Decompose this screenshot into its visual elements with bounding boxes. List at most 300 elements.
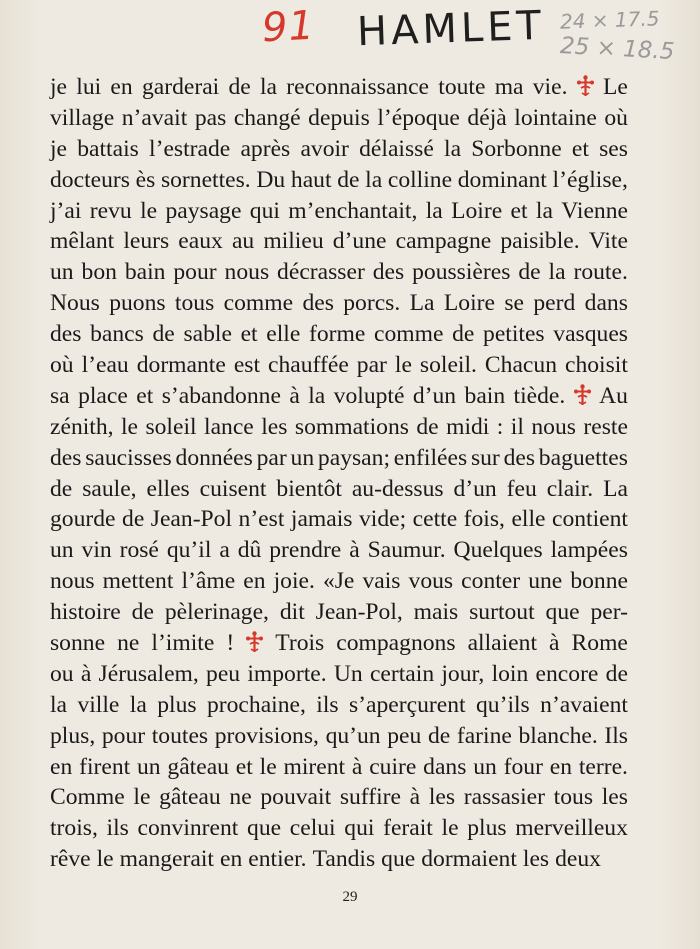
word: je <box>50 74 68 100</box>
text-line <box>50 350 628 381</box>
word: et <box>235 753 253 780</box>
word: sornettes. <box>160 166 251 193</box>
word: s’aperçurent <box>349 691 466 718</box>
word: loin <box>491 660 529 687</box>
text-line <box>50 752 628 783</box>
word: ou <box>50 660 74 687</box>
word: pouvait <box>260 784 332 811</box>
word: ès <box>135 166 156 193</box>
word: bonne <box>570 568 628 595</box>
text-line <box>50 721 628 752</box>
word: prendre <box>269 537 342 564</box>
word: rosé <box>119 537 159 564</box>
word: certain <box>369 660 435 687</box>
text-line <box>50 134 628 165</box>
word: per- <box>590 599 628 626</box>
word: garderai <box>141 74 220 100</box>
word: en <box>219 846 243 873</box>
word: la <box>308 382 326 409</box>
word: au-dessus <box>351 475 444 502</box>
word: volupté <box>333 382 405 409</box>
word: lance <box>204 413 254 440</box>
word: ils <box>316 691 339 718</box>
word: Au <box>599 382 628 409</box>
word: peu <box>206 660 241 687</box>
word: baguettes <box>538 444 628 471</box>
word: ma <box>494 74 524 100</box>
word: à <box>349 537 360 564</box>
word: nous <box>224 259 270 286</box>
text-line <box>50 566 628 597</box>
word: saule, <box>82 475 137 502</box>
word: Saumur. <box>367 537 446 564</box>
word: comme <box>373 321 444 348</box>
text-line <box>50 165 628 196</box>
word: ferait <box>383 815 433 842</box>
word: pour <box>173 259 217 286</box>
word: le <box>120 413 139 440</box>
word: la <box>425 197 443 224</box>
word: forme <box>308 321 366 348</box>
word: où <box>50 352 74 379</box>
word: délaissé <box>359 135 434 162</box>
word: histoire <box>50 599 121 626</box>
word: n’avaient <box>540 691 628 718</box>
word: Du <box>256 166 286 193</box>
word: les <box>261 413 288 440</box>
word: d’un <box>453 475 497 502</box>
word: La <box>409 290 435 317</box>
word: l’imite <box>151 630 215 657</box>
word: dû <box>237 537 262 564</box>
text-line <box>50 474 628 505</box>
word: convinrent <box>137 815 239 842</box>
word: par <box>356 352 387 379</box>
word: par <box>256 444 287 471</box>
word: après <box>240 135 291 162</box>
word: nous <box>50 568 95 595</box>
text-line <box>50 381 628 412</box>
word: Comme <box>50 784 125 811</box>
word: les <box>428 784 456 811</box>
word: le <box>394 352 412 379</box>
word: de <box>518 259 541 286</box>
word: qui <box>344 815 375 842</box>
text-line <box>50 257 628 288</box>
word: à <box>549 630 560 657</box>
word: de <box>50 475 73 502</box>
word: des <box>503 444 536 471</box>
word: vasques <box>553 321 628 348</box>
word: sommations <box>294 413 409 440</box>
word: fois, <box>463 506 505 533</box>
text-line <box>50 103 628 134</box>
word: mettent <box>102 568 174 595</box>
word: bancs <box>90 321 144 348</box>
word: les <box>601 784 628 811</box>
word: Jean-Pol <box>150 506 233 533</box>
word: suffire <box>339 784 401 811</box>
word: elle <box>266 321 301 348</box>
word: zénith, <box>50 413 114 440</box>
word: soleil. <box>419 352 477 379</box>
word: importe. <box>247 660 327 687</box>
text-line <box>50 288 628 319</box>
word: qu’il <box>166 537 212 564</box>
word: bain <box>124 259 166 286</box>
word: en <box>50 753 73 780</box>
text-line <box>50 690 628 721</box>
word: avoir <box>300 135 349 162</box>
handwritten-dimension-1: 24 × 17.5 <box>559 6 660 34</box>
word: jamais <box>290 506 353 533</box>
word: mêlant <box>50 228 115 255</box>
word: que <box>545 599 580 626</box>
text-line <box>50 844 628 875</box>
word: Tandis <box>312 846 376 873</box>
handwritten-number: 91 <box>260 2 317 52</box>
word: un <box>50 537 74 564</box>
word: Un <box>333 660 363 687</box>
word: revu <box>89 197 132 224</box>
word: petites <box>483 321 545 348</box>
word: paysan; <box>317 444 390 471</box>
word: milieu <box>263 228 324 255</box>
word: terre. <box>578 753 628 780</box>
word: sonne <box>50 630 106 657</box>
word: pas <box>194 104 227 131</box>
text-line <box>50 412 628 443</box>
word: pour <box>101 722 146 749</box>
word: a <box>219 537 230 564</box>
word: puons <box>109 290 166 317</box>
word: mirent <box>283 753 346 780</box>
word: battais <box>77 135 139 162</box>
word: plus <box>157 691 197 718</box>
word: la <box>535 197 553 224</box>
text-line <box>50 782 628 813</box>
word: trois, <box>50 815 98 842</box>
word: depuis <box>308 104 370 131</box>
word: lampées <box>550 537 628 564</box>
word: un <box>290 444 315 471</box>
word: conter <box>461 568 521 595</box>
word: firent <box>79 753 131 780</box>
word: four <box>503 753 543 780</box>
word: toutes <box>151 722 209 749</box>
word: enfilées <box>393 444 468 471</box>
word: deux <box>555 846 601 873</box>
word: de <box>152 321 175 348</box>
word: bientôt <box>276 475 342 502</box>
word: à <box>80 660 92 687</box>
word: soleil <box>145 413 197 440</box>
word: l’église, <box>552 166 628 193</box>
word: village <box>50 104 115 131</box>
word: Vienne <box>561 197 628 224</box>
word: provisions, <box>214 722 319 749</box>
word: un <box>137 753 161 780</box>
word: Chacun <box>484 352 557 379</box>
word: Vite <box>588 228 628 255</box>
word: Ils <box>604 722 628 749</box>
handwritten-dimension-2: 25 × 18.5 <box>559 33 675 65</box>
word: compagnons <box>336 630 456 657</box>
word: n’est <box>238 506 285 533</box>
word: route. <box>573 259 628 286</box>
word: encore <box>535 660 599 687</box>
word: peu <box>387 722 422 749</box>
word: des <box>50 444 82 471</box>
word: il <box>510 413 524 440</box>
word: cuisent <box>199 475 267 502</box>
word: : <box>496 413 504 440</box>
word: docteurs <box>50 166 130 193</box>
word: qu’ils <box>476 691 530 718</box>
word: saucisses <box>85 444 172 471</box>
word: où <box>604 104 628 131</box>
word: dans <box>423 753 467 780</box>
handwritten-title: HAMLET <box>356 2 546 56</box>
word: jour, <box>441 660 485 687</box>
word: farine <box>456 722 512 749</box>
word: surtout <box>469 599 535 626</box>
word: Quelques <box>453 537 543 564</box>
word: à <box>409 784 421 811</box>
word: Jérusalem, <box>98 660 199 687</box>
word: déjà <box>467 104 507 131</box>
page-number: 29 <box>342 889 358 905</box>
word: haut <box>290 166 332 193</box>
text-line <box>50 319 628 350</box>
word: une <box>528 568 563 595</box>
word: cuire <box>369 753 417 780</box>
word: vie. <box>532 74 568 100</box>
word: Le <box>602 74 628 100</box>
word: d’une <box>332 228 387 255</box>
word: Nous <box>50 290 100 317</box>
word: et <box>240 321 258 348</box>
word: Rome <box>571 630 628 657</box>
word: dominant <box>457 166 547 193</box>
word: merveilleux <box>515 815 628 842</box>
word: ils <box>106 815 129 842</box>
word: gâteau <box>159 784 221 811</box>
word: place <box>78 382 128 409</box>
word: pèlerinage, <box>164 599 269 626</box>
word: lui <box>76 74 102 100</box>
word: n’avait <box>121 104 188 131</box>
word: l’âme <box>181 568 236 595</box>
word: reste <box>583 413 628 440</box>
word: mangerait <box>119 846 214 873</box>
word: leurs <box>123 228 170 255</box>
word: vide; <box>358 506 407 533</box>
word: le <box>441 815 459 842</box>
text-line <box>50 597 628 628</box>
word: elles <box>146 475 190 502</box>
word: elle <box>511 506 546 533</box>
word: le <box>259 753 277 780</box>
word: poussières <box>412 259 511 286</box>
word: rassasier <box>463 784 545 811</box>
word: de <box>605 660 628 687</box>
cross-ornament-icon <box>577 75 594 106</box>
word: Trois <box>275 630 325 657</box>
word: choisit <box>564 352 628 379</box>
word: les <box>522 846 550 873</box>
word: de <box>122 506 145 533</box>
word: ne <box>229 784 252 811</box>
word: paysage <box>165 197 242 224</box>
word: s’abandonne <box>161 382 281 409</box>
word: le <box>133 784 151 811</box>
word: allaient <box>467 630 537 657</box>
word: de <box>228 74 251 100</box>
word: reconnaissance <box>286 74 430 100</box>
word: la <box>50 691 68 718</box>
word: de <box>131 599 154 626</box>
word: ! <box>226 630 235 657</box>
word: de <box>427 722 451 749</box>
text-line <box>50 535 628 566</box>
word: en <box>549 753 573 780</box>
word: des <box>302 290 334 317</box>
word: la <box>129 691 147 718</box>
text-line <box>50 72 628 103</box>
word: La <box>603 475 628 502</box>
word: Jean-Pol, <box>315 599 403 626</box>
word: porcs. <box>343 290 401 317</box>
word: sa <box>50 382 70 409</box>
text-line <box>50 813 628 844</box>
word: et <box>136 382 154 409</box>
word: d’un <box>412 382 457 409</box>
cross-ornament-icon <box>246 631 263 662</box>
word: toute <box>438 74 486 100</box>
word: et <box>510 197 528 224</box>
word: de <box>337 166 360 193</box>
word: vous <box>408 568 454 595</box>
word: clair. <box>546 475 594 502</box>
word: blanche. <box>518 722 598 749</box>
word: plus, <box>50 722 96 749</box>
word: entier. <box>248 846 307 873</box>
word: ses <box>599 135 628 162</box>
word: l’estrade <box>149 135 231 162</box>
word: perd <box>533 290 576 317</box>
word: ne <box>117 630 140 657</box>
word: campagne <box>395 228 492 255</box>
text-line <box>50 443 628 474</box>
word: je <box>50 135 68 162</box>
word: plus <box>467 815 507 842</box>
word: un <box>50 259 74 286</box>
word: gâteau <box>167 753 229 780</box>
word: «Je <box>322 568 355 595</box>
word: la <box>259 74 277 100</box>
word: Sorbonne <box>471 135 562 162</box>
text-line <box>50 196 628 227</box>
word: Loire <box>443 290 495 317</box>
word: rêve <box>50 846 91 873</box>
word: des <box>372 259 405 286</box>
word: que <box>381 846 416 873</box>
word: nous <box>531 413 576 440</box>
word: vais <box>362 568 401 595</box>
word: gourde <box>50 506 116 533</box>
word: feu <box>506 475 537 502</box>
word: le <box>96 846 114 873</box>
word: dormante <box>136 352 226 379</box>
word: comme <box>223 290 294 317</box>
word: de <box>416 413 439 440</box>
word: de <box>452 321 475 348</box>
word: en <box>243 568 266 595</box>
text-line <box>50 504 628 535</box>
word: l’eau <box>81 352 129 379</box>
word: cette <box>412 506 458 533</box>
word: l’époque <box>377 104 460 131</box>
word: à <box>289 382 300 409</box>
word: bon <box>81 259 117 286</box>
word: dormaient <box>421 846 517 873</box>
word: contient <box>551 506 628 533</box>
word: la <box>444 135 462 162</box>
word: vin <box>81 537 112 564</box>
word: décrasser <box>277 259 365 286</box>
word: la <box>365 166 383 193</box>
word: des <box>50 321 82 348</box>
word: sable <box>183 321 232 348</box>
word: qui <box>249 197 280 224</box>
cross-ornament-icon <box>574 384 591 415</box>
body-text <box>50 72 628 875</box>
text-line <box>50 226 628 257</box>
word: bain <box>464 382 506 409</box>
word: dans <box>584 290 628 317</box>
word: tiède. <box>513 382 566 409</box>
word: prochaine, <box>206 691 306 718</box>
text-line <box>50 659 628 690</box>
word: chauffée <box>268 352 349 379</box>
word: ville <box>77 691 120 718</box>
word: un <box>473 753 497 780</box>
word: que <box>247 815 282 842</box>
word: j’ai <box>50 197 82 224</box>
word: se <box>504 290 524 317</box>
word: colline <box>387 166 453 193</box>
word: le <box>140 197 158 224</box>
word: à <box>351 753 363 780</box>
word: dit <box>279 599 305 626</box>
word: paisible. <box>500 228 580 255</box>
word: au <box>231 228 255 255</box>
word: changé <box>233 104 301 131</box>
word: qu’un <box>325 722 381 749</box>
word: données <box>175 444 253 471</box>
word: tous <box>553 784 594 811</box>
word: et <box>571 135 589 162</box>
word: midi <box>446 413 490 440</box>
word: celui <box>289 815 336 842</box>
word: tous <box>174 290 215 317</box>
word: en <box>110 74 133 100</box>
word: sur <box>470 444 500 471</box>
word: Loire <box>451 197 503 224</box>
text-line <box>50 628 628 659</box>
word: lointaine <box>514 104 597 131</box>
